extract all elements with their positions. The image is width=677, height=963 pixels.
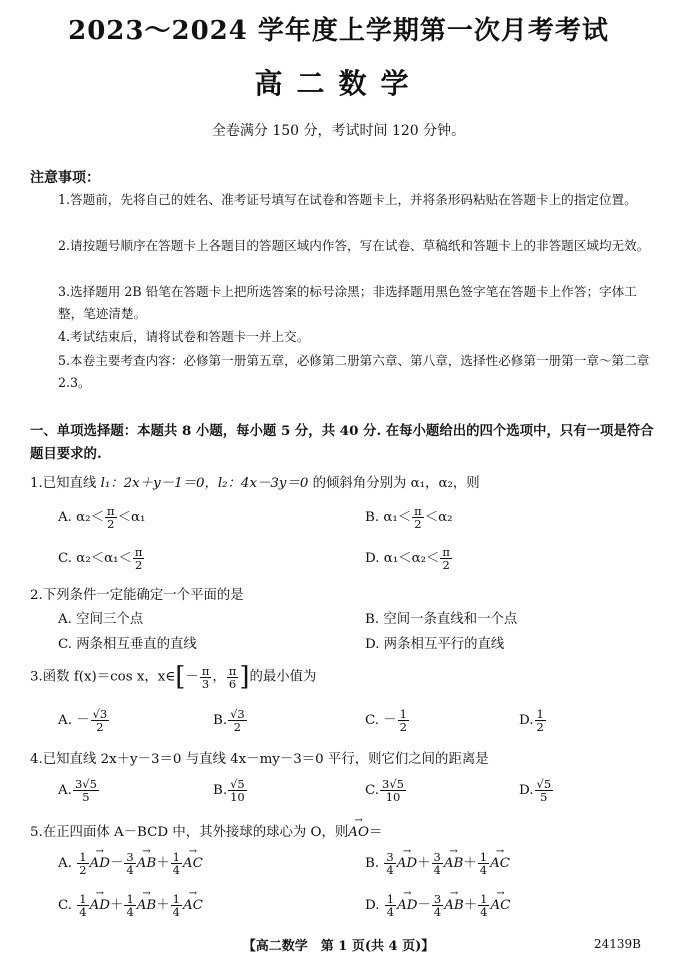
q4-option-c: C. $\frac{3√5}{10}$ (365, 777, 404, 804)
q4-option-d: D. $\frac{√5}{5}$ (519, 777, 552, 804)
q2-option-d: D. 两条相互平行的直线 (365, 637, 505, 652)
notes-heading: 注意事项： (30, 170, 100, 186)
q5-option-a: A. $\frac{1}{2}$ → AD－ $\frac{3}{4}$ → AB＋ $\frac{1}{4}$ → AC (58, 851, 203, 876)
q3-option-d: D. $\frac{1}{2}$ (519, 707, 544, 734)
q2-option-a: A. 空间三个点 (58, 612, 144, 627)
exam-code: 24139B (594, 937, 641, 951)
note-item: 4.考试结束后，请将试卷和答题卡一并上交。 (58, 329, 310, 344)
note-item: 3.选择题用 2B 铅笔在答题卡上把所选答案的标号涂黑；非选择题用黑色签字笔在答题卡上作答；字体工整，笔迹清楚。 (58, 284, 637, 321)
exam-title: 2023～2024 学年度上学期第一次月考考试 (68, 16, 609, 46)
q1-option-c: C. α₂＜α₁＜ $\frac{\pi}{2}$ (58, 545, 143, 572)
subject-title: 高二数学 (254, 67, 423, 100)
question-5-stem: 5.在正四面体 A－BCD 中，其外接球的球心为 O，则→ AO＝ (30, 821, 382, 840)
note-item: 2.请按题号顺序在答题卡上各题目的答题区域内作答，写在试卷、草稿纸和答题卡上的非答题区域均无效。 (58, 238, 650, 253)
q1-option-a: A. α₂＜ $\frac{\pi}{2}$ ＜α₁ (58, 504, 146, 531)
page-footer: 【高二数学 第 1 页(共 4 页)】 (242, 939, 435, 954)
q2-option-b: B. 空间一条直线和一个点 (365, 612, 518, 627)
question-2-stem: 2.下列条件一定能确定一个平面的是 (30, 588, 244, 603)
q3-option-c: C. － $\frac{1}{2}$ (365, 707, 407, 734)
q3-option-b: B. $\frac{√3}{2}$ (213, 707, 245, 734)
q3-option-a: A. － $\frac{√3}{2}$ (58, 707, 108, 734)
q2-option-c: C. 两条相互垂直的直线 (58, 637, 197, 652)
q5-option-b: B. $\frac{3}{4}$ → AD＋ $\frac{3}{4}$ → AB＋ $\frac{1}{4}$ → AC (365, 851, 510, 876)
exam-meta: 全卷满分 150 分，考试时间 120 分钟。 (211, 123, 466, 139)
section-heading: 一、单项选择题：本题共 8 小题，每小题 5 分，共 40 分. 在每小题给出的四个选项中，只有一项是符合题目要求的. (30, 423, 654, 462)
q5-option-d: D. $\frac{1}{4}$ → AD－ $\frac{3}{4}$ → AB＋ $\frac{1}{4}$ → AC (365, 893, 510, 918)
q1-option-b: B. α₁＜ $\frac{\pi}{2}$ ＜α₂ (365, 504, 453, 531)
note-item: 1.答题前，先将自己的姓名、准考证号填写在试卷和答题卡上，并将条形码粘贴在答题卡上的指定位置。 (58, 192, 637, 207)
q4-option-b: B. $\frac{√5}{10}$ (213, 777, 245, 804)
q4-option-a: A. $\frac{3√5}{5}$ (58, 777, 97, 804)
note-item: 5.本卷主要考查内容：必修第一册第五章，必修第二册第六章、第八章，选择性必修第一册第一章～第二章 2.3。 (58, 353, 650, 390)
question-1-stem: 1.已知直线 l₁：2x＋y－1＝0，l₂：4x－3y＝0 的倾斜角分别为 α₁，α₂，则 (30, 476, 480, 491)
q1-option-d: D. α₁＜α₂＜ $\frac{\pi}{2}$ (365, 545, 450, 572)
q5-option-c: C. $\frac{1}{4}$ → AD＋ $\frac{1}{4}$ → AB＋ $\frac{1}{4}$ → AC (58, 893, 203, 918)
question-4-stem: 4.已知直线 2x＋y－3＝0 与直线 4x－my－3＝0 平行，则它们之间的距离是 (30, 752, 489, 767)
question-3-stem: 3.函数 f(x)＝cos x，x∈[－ $\frac{\pi}{3}$ ， $\frac{\pi}{6}$ ]的最小值为 (30, 662, 317, 692)
